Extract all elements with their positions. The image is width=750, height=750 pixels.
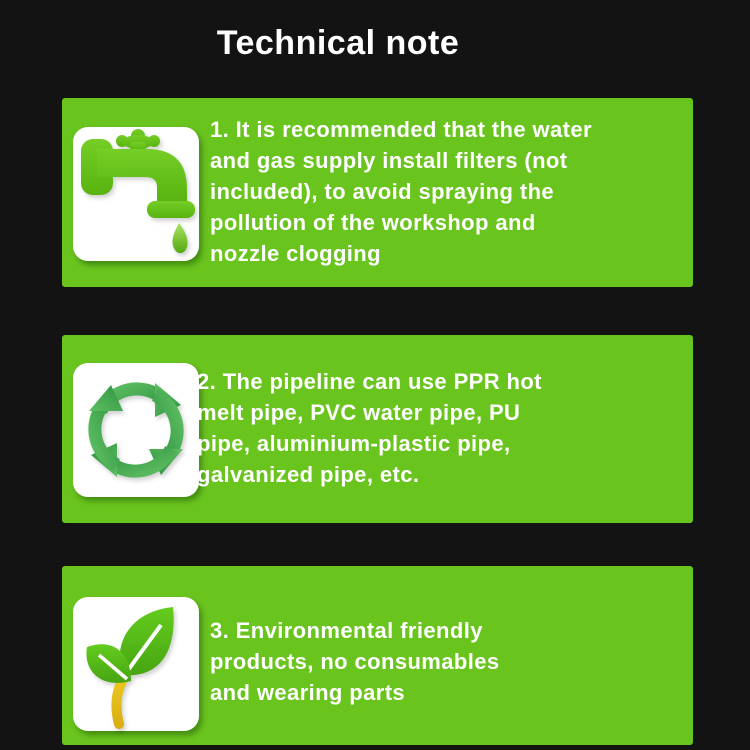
note-card-environment (62, 566, 693, 745)
note-text-line: 3. Environmental friendly (210, 618, 483, 643)
note-text (210, 615, 500, 708)
leaf-sprout-icon (73, 597, 199, 731)
note-text (210, 114, 592, 269)
note-text-line: included), to avoid spraying the (210, 179, 555, 204)
recycle-icon (73, 363, 199, 497)
note-text-line: products, no consumables (210, 649, 500, 674)
note-text-line: and gas supply install filters (not (210, 148, 568, 173)
note-text (197, 366, 542, 490)
icon-tile (73, 597, 199, 731)
note-text-line: galvanized pipe, etc. (197, 462, 420, 487)
note-card-pipeline (62, 335, 693, 523)
note-card-water-filter (62, 98, 693, 287)
faucet-icon (73, 127, 199, 261)
note-text-line: 1. It is recommended that the water (210, 117, 592, 142)
note-text-line: and wearing parts (210, 680, 406, 705)
note-text-line: melt pipe, PVC water pipe, PU (197, 400, 521, 425)
note-text-line: pollution of the workshop and (210, 210, 536, 235)
note-text-line: pipe, aluminium-plastic pipe, (197, 431, 511, 456)
page-title: Technical note (216, 24, 460, 62)
note-text-line: 2. The pipeline can use PPR hot (197, 369, 542, 394)
note-text-line: nozzle clogging (210, 241, 381, 266)
icon-tile (73, 127, 199, 261)
icon-tile (73, 363, 199, 497)
